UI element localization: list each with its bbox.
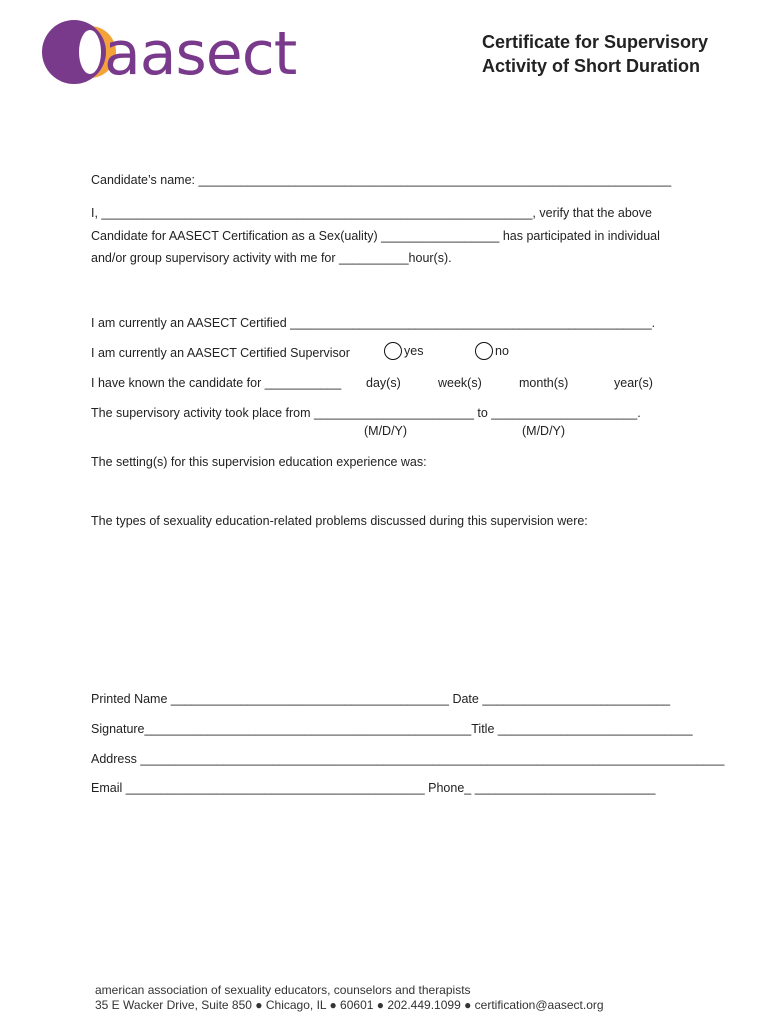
footer-contact: 35 E Wacker Drive, Suite 850 ● Chicago, IL ● 60601 ● 202.449.1099 ● certification@aasect.org <box>95 998 604 1012</box>
aasect-logo <box>40 18 297 89</box>
yes-radio[interactable] <box>384 342 402 360</box>
no-radio[interactable] <box>475 342 493 360</box>
hours-field[interactable]: and/or group supervisory activity with me for __________hour(s). <box>91 251 452 265</box>
signature-title-field[interactable]: Signature_______________________________________________Title ____________________________ <box>91 722 693 736</box>
candidate-name-field[interactable]: Candidate’s name: ____________________________________________________________________ <box>91 173 672 187</box>
certification-type-field[interactable]: Candidate for AASECT Certification as a Sex(uality) _________________ has participated in individual <box>91 229 660 243</box>
address-field[interactable]: Address ____________________________________________________________________________________ <box>91 752 725 766</box>
printed-name-date-field[interactable]: Printed Name ________________________________________ Date ___________________________ <box>91 692 671 706</box>
title-line-2: Activity of Short Duration <box>482 56 701 76</box>
unit-years[interactable]: year(s) <box>614 376 653 390</box>
supervisor-label: I am currently an AASECT Certified Supervisor <box>91 346 350 360</box>
footer <box>95 983 604 1013</box>
verifier-name-field[interactable]: I, ______________________________________________________________, verify that the above <box>91 206 652 220</box>
date-format-from: (M/D/Y) <box>364 424 408 438</box>
unit-days[interactable]: day(s) <box>366 376 401 390</box>
title-line-1: Certificate for Supervisory <box>482 32 709 52</box>
footer-org-name: american association of sexuality educators, counselors and therapists <box>95 983 471 997</box>
setting-label: The setting(s) for this supervision education experience was: <box>91 455 427 469</box>
supervisor-no-option[interactable] <box>475 342 509 360</box>
date-format-to: (M/D/Y) <box>522 424 566 438</box>
unit-months[interactable]: month(s) <box>519 376 569 390</box>
activity-dates-field[interactable]: The supervisory activity took place from _______________________ to _____________________. <box>91 406 641 420</box>
known-duration-field[interactable]: I have known the candidate for ___________ <box>91 376 342 390</box>
no-label: no <box>495 344 509 358</box>
logo-wordmark: aasect <box>104 19 297 89</box>
certified-as-field[interactable]: I am currently an AASECT Certified ____________________________________________________. <box>91 316 656 330</box>
page-title <box>482 30 708 78</box>
supervisor-yes-option[interactable] <box>384 342 423 360</box>
problems-label: The types of sexuality education-related problems discussed during this supervision were: <box>91 514 588 528</box>
yes-label: yes <box>404 344 424 358</box>
unit-weeks[interactable]: week(s) <box>438 376 482 390</box>
email-phone-field[interactable]: Email ___________________________________________ Phone_ __________________________ <box>91 781 656 795</box>
